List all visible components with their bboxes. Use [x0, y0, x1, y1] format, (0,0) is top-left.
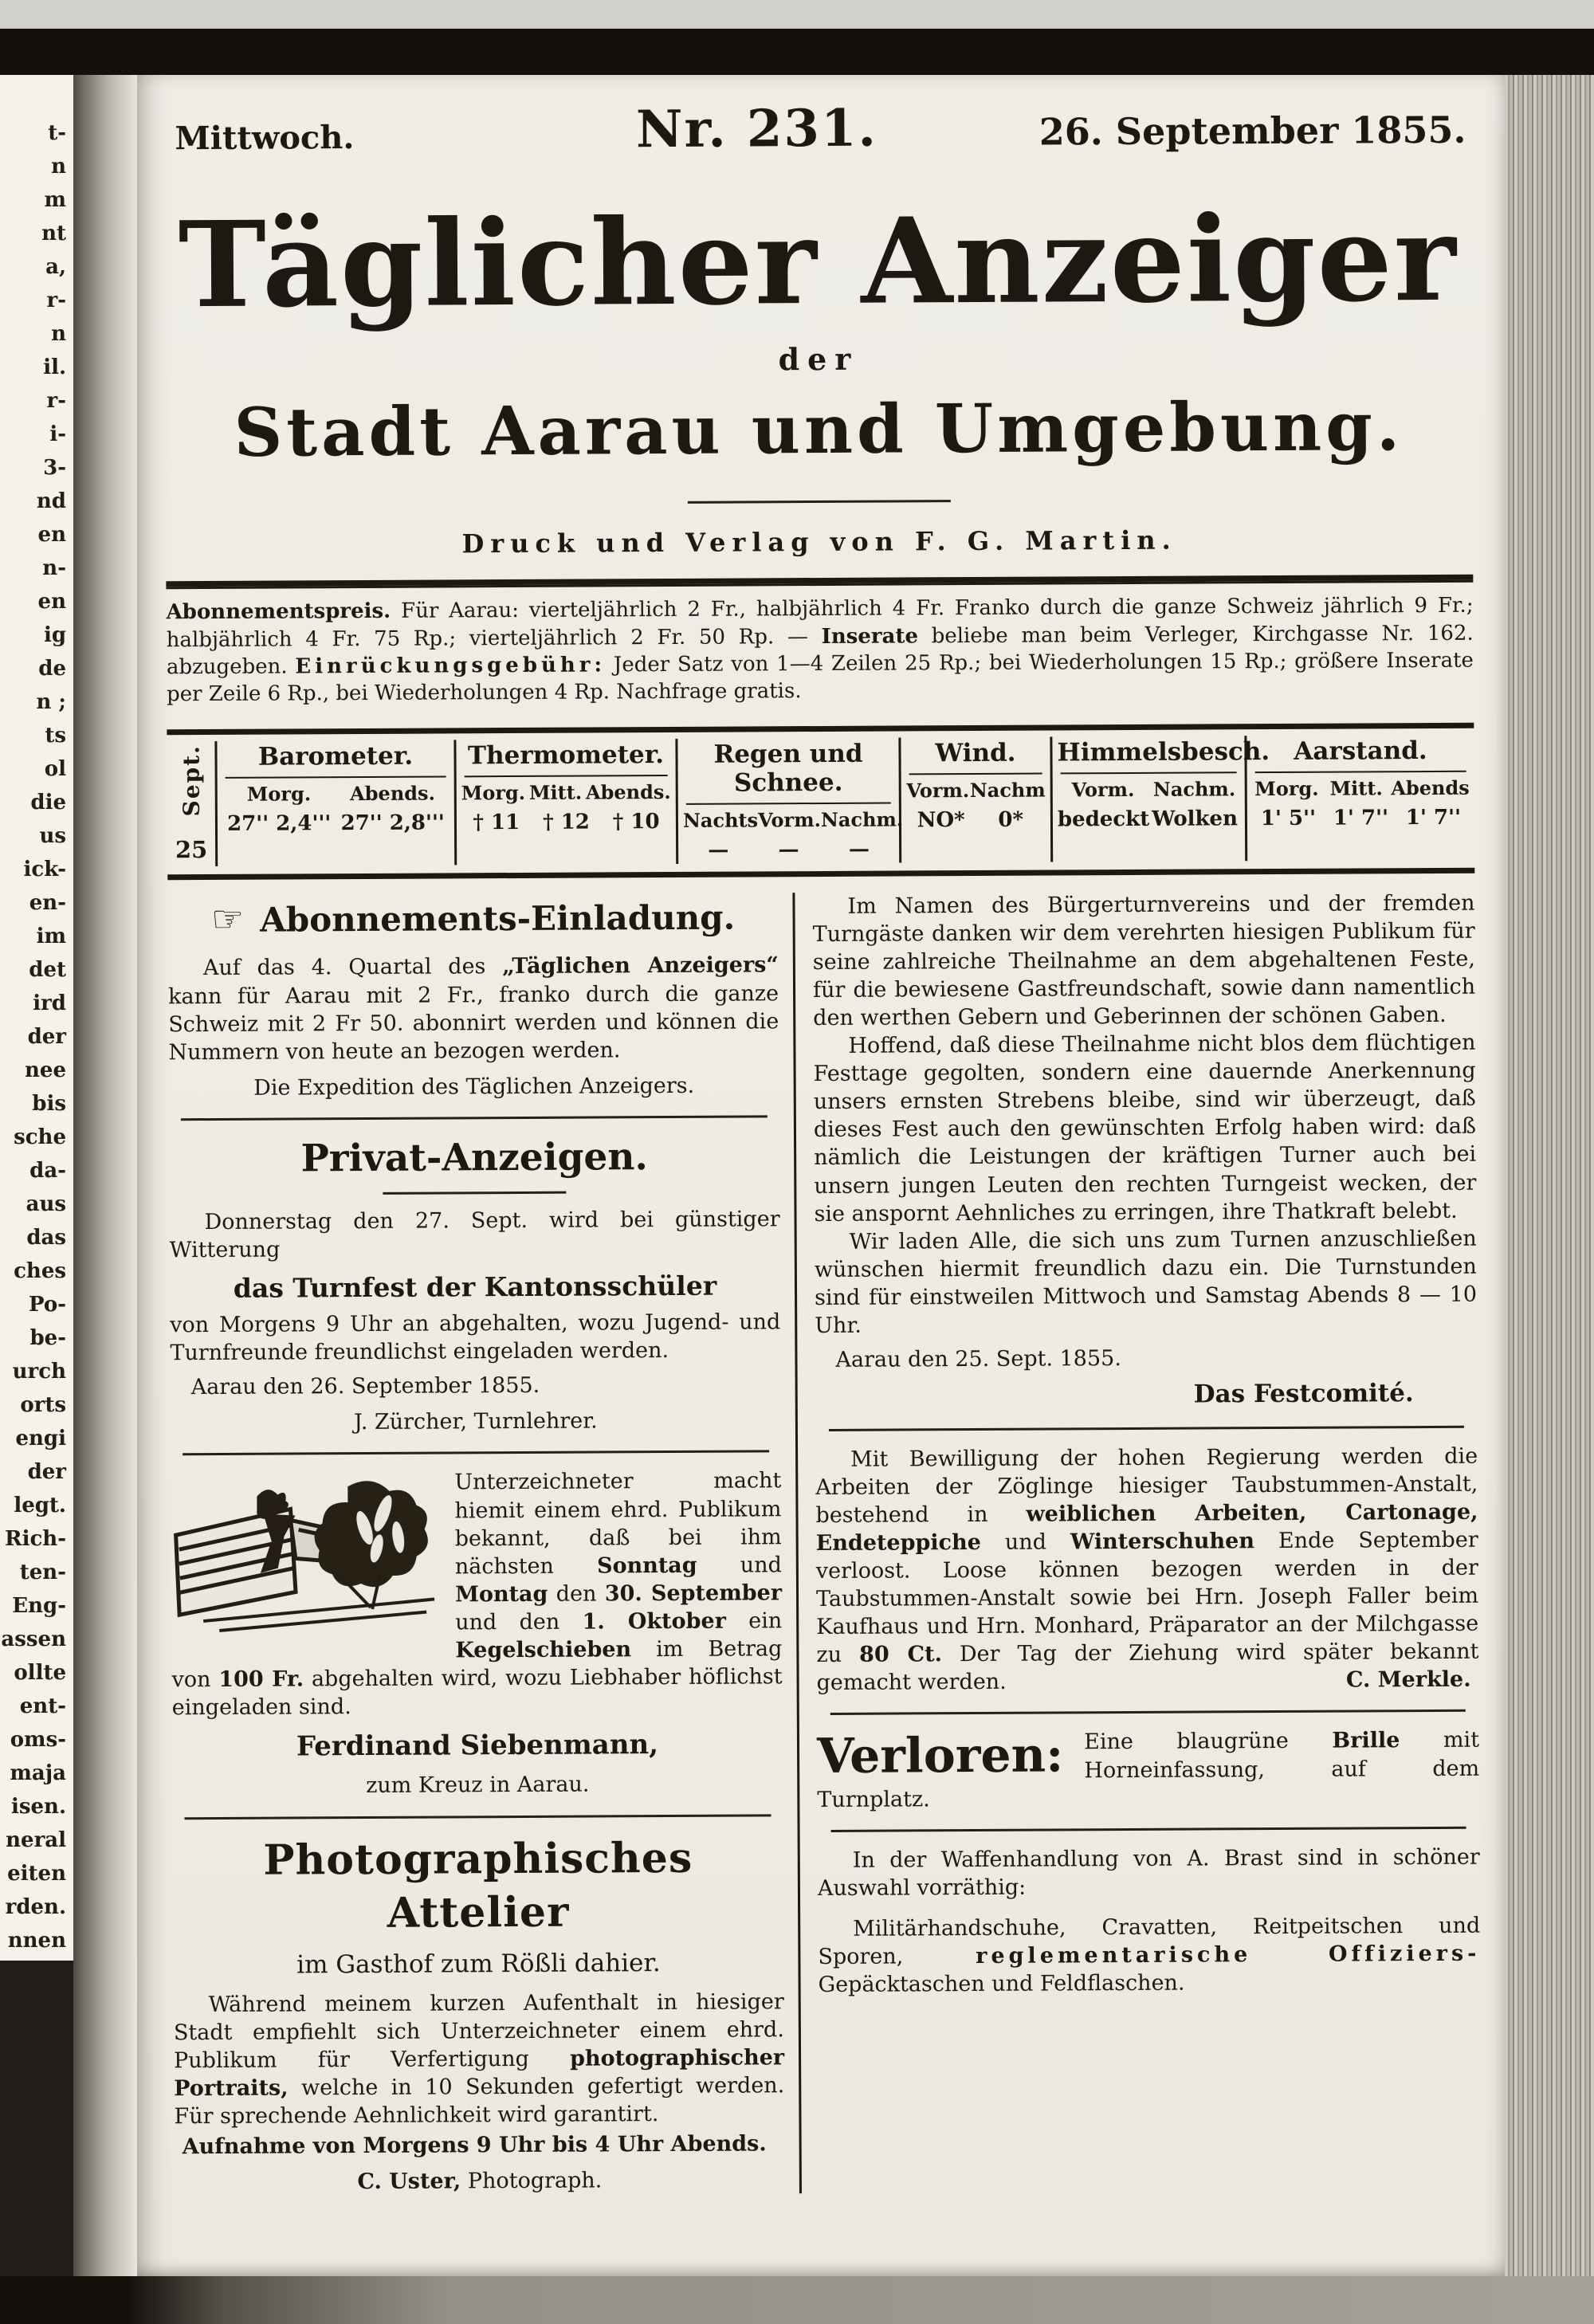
right-column [795, 889, 1482, 2193]
page-edge-text-fragment: be- [29, 1326, 66, 1350]
weather-value: † 10 [612, 809, 660, 834]
section-rule [829, 1425, 1465, 1431]
left-column [167, 893, 799, 2196]
page-edge-text-fragment: orts [20, 1393, 66, 1417]
page-edge-text-fragment: da- [29, 1159, 66, 1183]
page-edge-text-fragment: ol [44, 757, 66, 781]
weather-value: 1' 7'' [1405, 805, 1462, 830]
page-edge-text-fragment: en- [29, 891, 66, 915]
book-top-shadow [0, 29, 1594, 75]
weather-value: 27'' 2,8''' [340, 811, 445, 835]
newspaper-page [137, 75, 1505, 2276]
weather-month-column [167, 741, 215, 866]
page-edge-text-fragment: us [39, 824, 66, 848]
weather-sub-label: Nachts [682, 808, 759, 832]
thanks-dateline: Aarau den 25. Sept. 1855. [835, 1346, 1121, 1373]
section-rule [181, 1115, 767, 1121]
weather-sub-label: Morg. [1254, 776, 1319, 800]
page-edge-text-fragment: nd [36, 489, 66, 513]
page-edge-text-fragment: Eng- [12, 1594, 66, 1618]
page-edge-text-fragment: nee [25, 1058, 66, 1082]
table-surface [0, 2276, 1594, 2324]
page-edge-text-fragment: urch [12, 1360, 66, 1384]
page-header-row [175, 96, 1466, 162]
weather-value: 27'' 2,4''' [226, 811, 332, 836]
weather-column [1244, 734, 1474, 861]
weather-sub-label: Mitt. [1329, 775, 1383, 800]
day-number: 25 [175, 835, 208, 863]
weather-value: 0* [998, 807, 1024, 832]
weather-value: NO* [917, 807, 965, 833]
masthead-subtitle: Stadt Aarau und Umgebung. [234, 387, 1404, 473]
page-edge-text-fragment: det [29, 958, 66, 982]
weather-column [453, 739, 676, 865]
double-rule [166, 575, 1473, 590]
weather-value: Wolken [1152, 806, 1239, 831]
heading-rule [383, 1191, 566, 1195]
section-rule [830, 1710, 1466, 1715]
weather-column [898, 736, 1050, 862]
abo-invitation-title: Abonnements-Einladung. [260, 897, 736, 940]
kegelschieben-signature-sub: zum Kreuz in Aarau. [366, 1772, 590, 1799]
turnfest-body: von Morgens 9 Uhr an abgehalten, wozu Jugend- und Turnfreunde freundlichst eingeladen werden. [170, 1309, 781, 1366]
weather-sub-label: Morg. [461, 780, 526, 804]
page-edge-text-fragment: 3- [43, 456, 66, 480]
masthead-connector: der [778, 341, 859, 378]
abo-invitation-body: Auf das 4. Quartal des „Täglichen Anzeigers“ kann für Aarau mit 2 Fr., franko durch die ganze Schweiz mit 2 Fr 50. abonnirt werden und können die Nummern von heute an bezogen werden. [168, 952, 779, 1066]
weather-sub-label: Abends. [350, 781, 435, 805]
weather-value: † 12 [542, 810, 590, 834]
pointing-hand-icon: ☞ [210, 897, 245, 940]
page-edge-text-fragment: ird [33, 991, 66, 1015]
page-edge-text-fragment: engi [15, 1427, 66, 1451]
page-edge-text-fragment: neral [6, 1828, 66, 1852]
section-rule [183, 1451, 768, 1456]
page-edge-text-fragment: m [44, 188, 66, 212]
weather-sub-label: Nachm. [1152, 776, 1236, 801]
page-edge-text-fragment: bis [32, 1092, 66, 1116]
section-rule [185, 1814, 771, 1820]
weapons-shop-ad [818, 1843, 1481, 1999]
weather-column [675, 737, 904, 863]
book-fore-edge-pages [1505, 75, 1594, 2276]
page-edge-text-fragment: nt [41, 222, 66, 245]
page-edge-text-fragment: il. [43, 355, 66, 379]
thanks-paragraph-2: Hoffend, daß diese Theilnahme nicht blos dem flüchtigen Festtage gegolten, sondern eine dauernde Anerkennung unsers ernsten Strebens bleibe, sind wir überzeugt, daß dieses Fest auch den gewünschten Erfolg haben wird: daß nämlich die Leistungen der kräftigen Turner auch bei unsern jungen Leuten den rechten Turngeist wecken, der sie anspornt Aehnliches zu erringen, ihre Thatkraft belebt. [813, 1030, 1477, 1227]
weather-value: bedeckt [1057, 807, 1150, 832]
weapons-shop-intro: In der Waffenhandlung von A. Brast sind in schöner Auswahl vorräthig: [817, 1844, 1480, 1901]
turnfest-dateline: Aarau den 26. September 1855. [190, 1373, 540, 1400]
kegelschieben-signature: Ferdinand Siebenmann, [296, 1729, 659, 1763]
page-edge-text-fragment: legt. [14, 1494, 66, 1517]
page-edge-text-fragment: das [26, 1226, 66, 1250]
weather-column-header: Wind. [935, 738, 1016, 767]
weather-value: 1' 7'' [1333, 805, 1389, 830]
page-edge-text-fragment: n- [42, 556, 66, 580]
imprint-line: Druck und Verlag von F. G. Martin. [461, 525, 1177, 559]
weather-sub-label: Mitt. [528, 780, 583, 804]
page-edge-text-fragment: eiten [7, 1862, 66, 1886]
weather-sub-label: Morg. [246, 781, 312, 806]
page-edge-text-fragment: sche [14, 1125, 66, 1149]
weather-value: — [848, 837, 870, 862]
page-edge-text-fragment: assen [1, 1627, 66, 1651]
weather-sub-label: Nachm [969, 778, 1046, 802]
photo-background-strip [0, 0, 1594, 29]
weather-column-header: Thermometer. [467, 740, 665, 770]
weather-sub-label: Abends. [585, 779, 671, 804]
kegelschieben-ad [171, 1467, 783, 1801]
weekday-label: Mittwoch. [175, 119, 355, 158]
page-edge-text-fragment: ches [14, 1259, 66, 1283]
abo-invitation-heading [167, 893, 778, 944]
subscription-notice: Abonnementspreis. Für Aarau: vierteljährlich 2 Fr., halbjährlich 4 Fr. Franko durch die ganze Schweiz jährlich 9 Fr.; halbjährlich 4 Fr. 75 Rp.; vierteljährlich 2 Fr. 50 Rp. — Inserate beliebe man beim Verleger, Kirchgasse Nr. 162. abzugeben. Einrückungsgebühr: Jeder Satz von 1—4 Zeilen 25 Rp.; bei Wiederholungen 15 Rp.; größere Inserate per Zeile 6 Rp., bei Wiederholungen 4 Rp. Nachfrage gratis. [166, 594, 1474, 707]
issue-date: 26. September 1855. [1038, 108, 1466, 154]
page-edge-text-fragment: n [51, 322, 66, 346]
facing-page-text-fragments [0, 75, 73, 1991]
thanks-signature: Das Festcomité. [1193, 1379, 1414, 1409]
weapons-shop-items: Militärhandschuhe, Cravatten, Reitpeitschen und Sporen, reglementarische Offiziers-Gepäcktaschen und Feldflaschen. [818, 1913, 1481, 1998]
page-edge-text-fragment: de [38, 657, 66, 681]
page-edge-text-fragment: der [27, 1460, 66, 1484]
facing-page-edge [0, 75, 73, 1986]
photo-studio-heading: Photographisches Attelier [263, 1833, 693, 1938]
page-edge-text-fragment: ollte [14, 1661, 66, 1685]
lottery-body: Mit Bewilligung der hohen Regierung werden die Arbeiten der Zöglinge hiesiger Taubstummen-Anstalt, bestehend in weiblichen Arbeiten, Cartonage, Endeteppiche und Winterschuhen Ende September verloost. Loose können bezogen werden in der Taubstummen-Anstalt sowie bei Hrn. Joseph Faller beim Kaufhaus und Hrn. Monhard, Präparator an der Milchgasse zu 80 Ct. Der Tag der Ziehung wird später bekannt gemacht werden. [815, 1443, 1479, 1696]
abo-invitation-signature: Die Expedition des Täglichen Anzeigers. [253, 1073, 695, 1101]
page-edge-text-fragment: ießen [1, 1962, 66, 1986]
thanks-paragraph-1: Im Namen des Bürgerturnvereins und der fremden Turngäste danken wir dem verehrten hiesigen Publikum für seine zahlreiche Theilnahme an dem abgehaltenen Feste, für die bewiesene Gastfreundschaft, sowie dann namentlich den werthen Gebern und Geberinnen der schönen Gaben. [812, 890, 1476, 1031]
weather-sub-label: Vorm. [758, 807, 821, 832]
book-gutter [73, 75, 137, 2276]
weather-value: † 11 [473, 810, 520, 834]
thanks-paragraph-3: Wir laden Alle, die sich uns zum Turnen anzuschließen wünschen hiermit freundlich dazu ein. Die Turnstunden sind für einstweilen Mittwoch und Samstag Abends 8 — 10 Uhr. [814, 1226, 1478, 1339]
page-edge-text-fragment: die [30, 791, 66, 815]
page-edge-text-fragment: n [51, 155, 66, 179]
page-edge-text-fragment: a, [45, 255, 66, 279]
page-edge-text-fragment: t- [48, 121, 66, 145]
weather-column [214, 740, 454, 866]
weather-sub-label: Nachm. [820, 807, 904, 831]
page-edge-text-fragment: isen. [10, 1795, 66, 1819]
private-ads-heading: Privat-Anzeigen. [300, 1135, 648, 1181]
page-edge-text-fragment: n ; [36, 690, 66, 714]
turnfest-intro: Donnerstag den 27. Sept. wird bei günstiger Witterung [169, 1207, 780, 1263]
page-edge-text-fragment: i- [49, 422, 66, 446]
lost-notice [817, 1726, 1480, 1814]
page-edge-text-fragment: oms- [10, 1728, 66, 1752]
page-edge-text-fragment: der [27, 1025, 66, 1049]
turnfest-signature: J. Zürcher, Turnlehrer. [353, 1408, 598, 1435]
lottery-article [815, 1442, 1479, 1697]
lost-body: Eine blaugrüne Brille mit Horneinfassung, auf dem Turnplatz. [817, 1728, 1480, 1812]
photo-studio-signature: C. Uster, Photograph. [357, 2168, 603, 2194]
weather-value: — [778, 837, 799, 862]
kegelbahn-woodcut-illustration [171, 1472, 441, 1639]
turnverein-thanks-article [812, 889, 1477, 1412]
weather-column-header: Aarstand. [1294, 736, 1427, 766]
page-edge-text-fragment: Rich- [4, 1527, 66, 1551]
page-edge-text-fragment: ten- [19, 1560, 66, 1584]
kegelschieben-body: Unterzeichneter macht hiemit einem ehrd. Publikum bekannt, daß bei ihm nächsten Sonntag und Montag den 30. September und den 1. Oktober ein Kegelschieben im Betrag von 100 Fr. abgehalten wird, wozu Liebhaber höflichst eingeladen sind. [171, 1468, 783, 1721]
weather-column-header: Himmelsbesch. [1057, 736, 1270, 767]
weather-column-header: Regen und Schnee. [713, 739, 863, 798]
month-label: Sept. [177, 744, 205, 817]
page-edge-text-fragment: im [36, 924, 66, 948]
page-edge-text-fragment: r- [46, 389, 66, 413]
page-edge-text-fragment: en [37, 590, 66, 614]
issue-number: Nr. 231. [635, 98, 877, 160]
page-edge-text-fragment: aus [26, 1192, 66, 1216]
weather-value: 1' 5'' [1260, 806, 1317, 830]
weather-sub-label: Vorm. [1071, 777, 1135, 801]
masthead-divider [688, 501, 951, 504]
photo-studio-body: Während meinem kurzen Aufenthalt in hiesiger Stadt empfiehlt sich Unterzeichneter einem ehrd. Publikum für Verfertigung photographischer Portraits, welche in 10 Sekunden gefertigt werden. Für sprechende Aehnlichkeit wird garantirt. [173, 1989, 785, 2130]
article-columns [167, 889, 1482, 2196]
page-edge-text-fragment: maja [10, 1761, 66, 1785]
weather-value: — [708, 838, 729, 862]
weather-table [167, 728, 1474, 880]
weather-column-header: Barometer. [257, 741, 414, 771]
masthead-title: Täglicher Anzeiger [178, 188, 1459, 335]
weather-sub-label: Vorm. [906, 778, 970, 803]
turnfest-event-line: das Turnfest der Kantonsschüler [233, 1270, 717, 1305]
page-edge-text-fragment: Po- [29, 1293, 66, 1317]
page-edge-text-fragment: en [37, 523, 66, 547]
photo-studio-subheading: im Gasthof zum Rößli dahier. [296, 1948, 661, 1980]
page-edge-text-fragment: ent- [19, 1694, 66, 1718]
page-edge-text-fragment: rden. [5, 1895, 66, 1919]
lost-label: Verloren: [816, 1727, 1064, 1785]
page-edge-text-fragment: ick- [23, 858, 66, 881]
photo-studio-hours: Aufnahme von Morgens 9 Uhr bis 4 Uhr Abends. [182, 2130, 767, 2159]
lottery-signature: C. Merkle. [1345, 1667, 1471, 1693]
page-edge-text-fragment: ts [45, 724, 66, 748]
section-rule [830, 1827, 1466, 1832]
weather-column [1050, 736, 1270, 862]
page-edge-text-fragment: ig [43, 623, 66, 647]
page-edge-text-fragment: r- [46, 289, 66, 312]
weather-sub-label: Abends [1391, 775, 1470, 799]
page-edge-text-fragment: nnen [7, 1929, 66, 1953]
